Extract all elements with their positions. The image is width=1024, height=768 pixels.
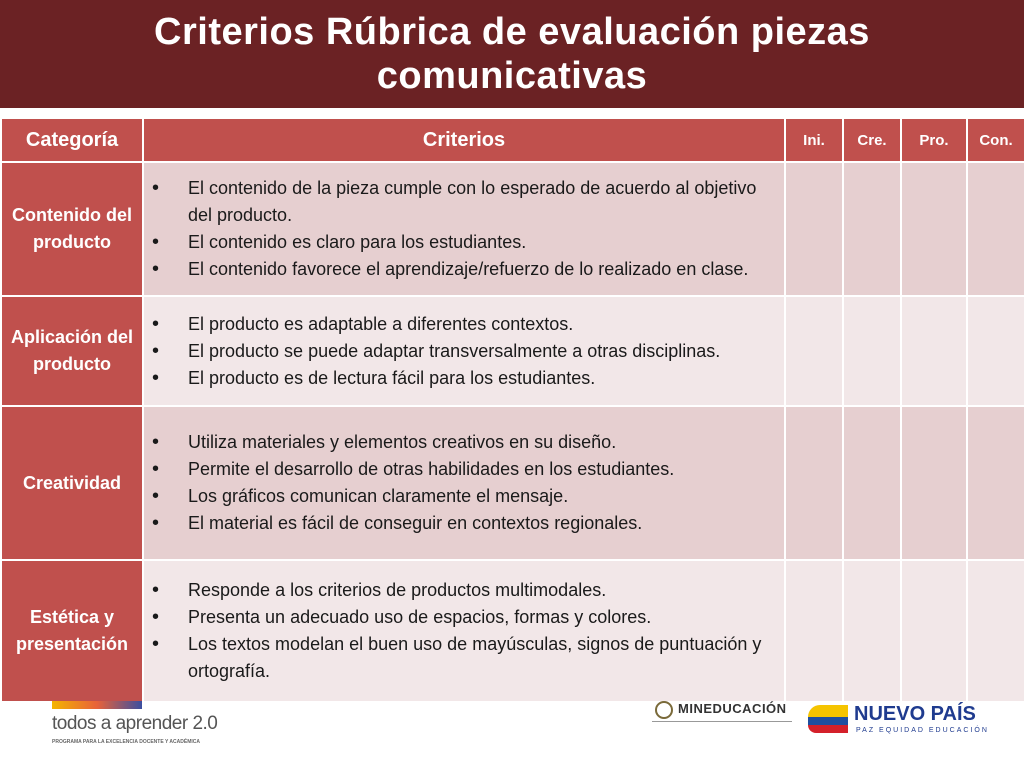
category-cell: Estética y presentación bbox=[1, 560, 143, 702]
title-bar bbox=[0, 0, 1024, 108]
criteria-item: • El material es fácil de conseguir en contextos regionales. bbox=[144, 510, 776, 537]
header-level-cre: Cre. bbox=[843, 118, 901, 162]
score-cell-cre[interactable] bbox=[843, 296, 901, 406]
criteria-cell bbox=[143, 162, 785, 296]
table-header-row bbox=[1, 118, 1024, 162]
criteria-list bbox=[144, 175, 776, 283]
score-cell-pro[interactable] bbox=[901, 162, 967, 296]
score-cell-ini[interactable] bbox=[785, 162, 843, 296]
left-logo-text: todos a aprender 2.0 bbox=[52, 713, 218, 734]
category-cell: Aplicación del producto bbox=[1, 296, 143, 406]
score-cell-cre[interactable] bbox=[843, 162, 901, 296]
criteria-item: • El producto se puede adaptar transversalmente a otras disciplinas. bbox=[144, 338, 776, 365]
header-category: Categoría bbox=[1, 118, 143, 162]
category-cell: Contenido del producto bbox=[1, 162, 143, 296]
page-title: Criterios Rúbrica de evaluación piezas comunicativas bbox=[154, 11, 870, 97]
criteria-item: • Permite el desarrollo de otras habilidades en los estudiantes. bbox=[144, 456, 776, 483]
header-level-ini: Ini. bbox=[785, 118, 843, 162]
criteria-item: • El contenido favorece el aprendizaje/refuerzo de lo realizado en clase. bbox=[144, 256, 776, 283]
table-row bbox=[1, 162, 1024, 296]
score-cell-ini[interactable] bbox=[785, 406, 843, 560]
score-cell-cre[interactable] bbox=[843, 560, 901, 702]
criteria-list bbox=[144, 429, 776, 537]
right-logo-tagline: PAZ EQUIDAD EDUCACIÓN bbox=[856, 727, 989, 734]
mid-logo-text: MINEDUCACIÓN bbox=[678, 701, 787, 716]
header-criteria: Criterios bbox=[143, 118, 785, 162]
rubric-table-container bbox=[0, 117, 1024, 701]
score-cell-ini[interactable] bbox=[785, 560, 843, 702]
todos-a-aprender-logo bbox=[52, 713, 252, 763]
criteria-cell bbox=[143, 560, 785, 702]
criteria-cell bbox=[143, 406, 785, 560]
table-row bbox=[1, 296, 1024, 406]
logo-divider bbox=[652, 721, 792, 722]
table-row bbox=[1, 560, 1024, 702]
criteria-item: • Los textos modelan el buen uso de mayúsculas, signos de puntuación y ortografía. bbox=[144, 631, 776, 685]
header-level-con: Con. bbox=[967, 118, 1024, 162]
score-cell-cre[interactable] bbox=[843, 406, 901, 560]
criteria-item: • El producto es de lectura fácil para los estudiantes. bbox=[144, 365, 776, 392]
rubric-table bbox=[0, 117, 1024, 703]
criteria-item: • Presenta un adecuado uso de espacios, formas y colores. bbox=[144, 604, 776, 631]
score-cell-pro[interactable] bbox=[901, 296, 967, 406]
criteria-item: • El producto es adaptable a diferentes contextos. bbox=[144, 311, 776, 338]
score-cell-con[interactable] bbox=[967, 560, 1024, 702]
right-logo-text: NUEVO PAÍS bbox=[854, 703, 976, 725]
colombia-flag-icon bbox=[808, 705, 848, 735]
score-cell-pro[interactable] bbox=[901, 560, 967, 702]
category-cell: Creatividad bbox=[1, 406, 143, 560]
table-row bbox=[1, 406, 1024, 560]
criteria-cell bbox=[143, 296, 785, 406]
score-cell-con[interactable] bbox=[967, 162, 1024, 296]
left-logo-subtitle: PROGRAMA PARA LA EXCELENCIA DOCENTE Y ACADÉMICA bbox=[52, 739, 200, 745]
score-cell-ini[interactable] bbox=[785, 296, 843, 406]
criteria-item: • El contenido es claro para los estudiantes. bbox=[144, 229, 776, 256]
header-level-pro: Pro. bbox=[901, 118, 967, 162]
criteria-item: • Utiliza materiales y elementos creativos en su diseño. bbox=[144, 429, 776, 456]
score-cell-con[interactable] bbox=[967, 296, 1024, 406]
mineducacion-logo bbox=[652, 701, 792, 731]
score-cell-con[interactable] bbox=[967, 406, 1024, 560]
coat-of-arms-icon bbox=[655, 701, 673, 719]
score-cell-pro[interactable] bbox=[901, 406, 967, 560]
criteria-item: • Los gráficos comunican claramente el mensaje. bbox=[144, 483, 776, 510]
criteria-item: • El contenido de la pieza cumple con lo esperado de acuerdo al objetivo del producto. bbox=[144, 175, 776, 229]
criteria-list bbox=[144, 577, 776, 685]
logo-swoosh-icon bbox=[52, 701, 142, 709]
footer-logos bbox=[0, 701, 1024, 768]
nuevo-pais-logo bbox=[808, 701, 989, 761]
criteria-item: • Responde a los criterios de productos multimodales. bbox=[144, 577, 776, 604]
criteria-list bbox=[144, 311, 776, 392]
